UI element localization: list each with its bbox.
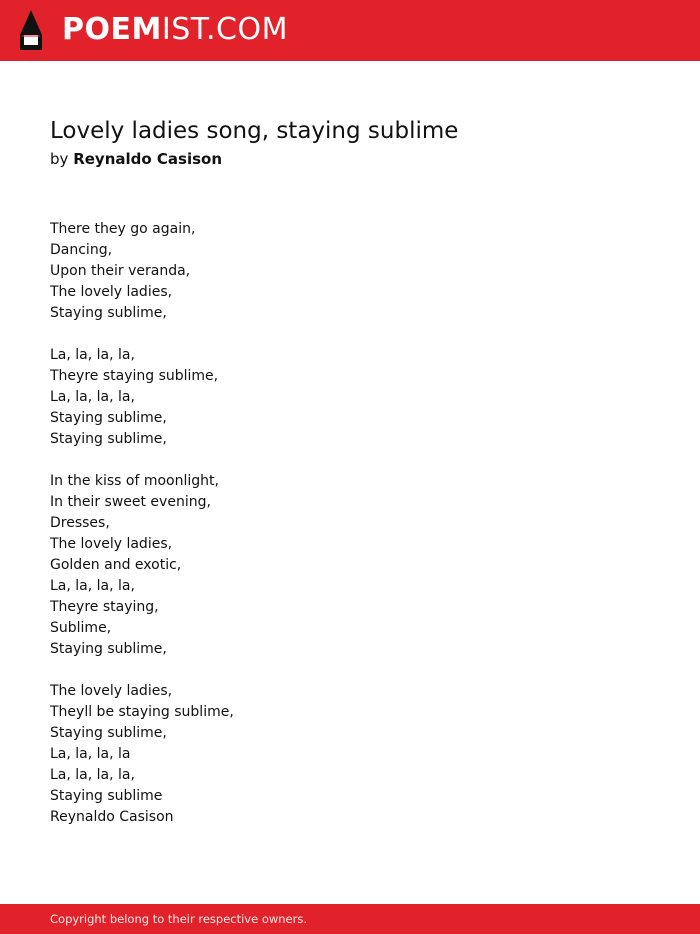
poem-line: Theyre staying, — [50, 599, 159, 615]
poem-line: In the kiss of moonlight, — [50, 473, 219, 489]
poem-body — [50, 219, 234, 828]
site-logo[interactable] — [62, 12, 288, 48]
poem-line: La, la, la, la, — [50, 389, 135, 405]
poem-line: Upon their veranda, — [50, 263, 191, 279]
site-header — [0, 0, 700, 61]
logo-bold-text: POEM — [62, 12, 162, 47]
stanza-gap — [50, 660, 234, 681]
poem-line: Staying sublime — [50, 788, 163, 804]
poem-line: Staying sublime, — [50, 410, 167, 426]
byline — [50, 148, 222, 170]
stanza-gap — [50, 324, 234, 345]
poem-title: Lovely ladies song, staying sublime — [50, 118, 459, 144]
poem-line: Staying sublime, — [50, 305, 167, 321]
site-footer — [0, 904, 700, 934]
by-label: by — [50, 150, 69, 168]
poem-line: La, la, la, la, — [50, 578, 135, 594]
copyright-text: Copyright belong to their respective owners. — [50, 912, 308, 926]
poem-line: Sublime, — [50, 620, 112, 636]
poem-line: The lovely ladies, — [50, 284, 173, 300]
poem-line: The lovely ladies, — [50, 536, 173, 552]
poem-author: Reynaldo Casison — [73, 150, 223, 168]
poem-line: There they go again, — [50, 221, 196, 237]
logo-rest-text: IST.COM — [161, 12, 288, 47]
poem-line: La, la, la, la — [50, 746, 131, 762]
poem-line: Staying sublime, — [50, 641, 167, 657]
pencil-tip-icon — [18, 9, 44, 51]
poem-line: The lovely ladies, — [50, 683, 173, 699]
poem-line: Dresses, — [50, 515, 110, 531]
poem-line: Staying sublime, — [50, 725, 167, 741]
poem-line: Staying sublime, — [50, 431, 167, 447]
poem-line: In their sweet evening, — [50, 494, 211, 510]
poem-line: Dancing, — [50, 242, 113, 258]
poem-line: Theyre staying sublime, — [50, 368, 219, 384]
poem-line: Reynaldo Casison — [50, 809, 174, 825]
poem-line: La, la, la, la, — [50, 347, 135, 363]
poem-line: Theyll be staying sublime, — [50, 704, 234, 720]
stanza-gap — [50, 450, 234, 471]
poem-line: La, la, la, la, — [50, 767, 135, 783]
poem-line: Golden and exotic, — [50, 557, 182, 573]
